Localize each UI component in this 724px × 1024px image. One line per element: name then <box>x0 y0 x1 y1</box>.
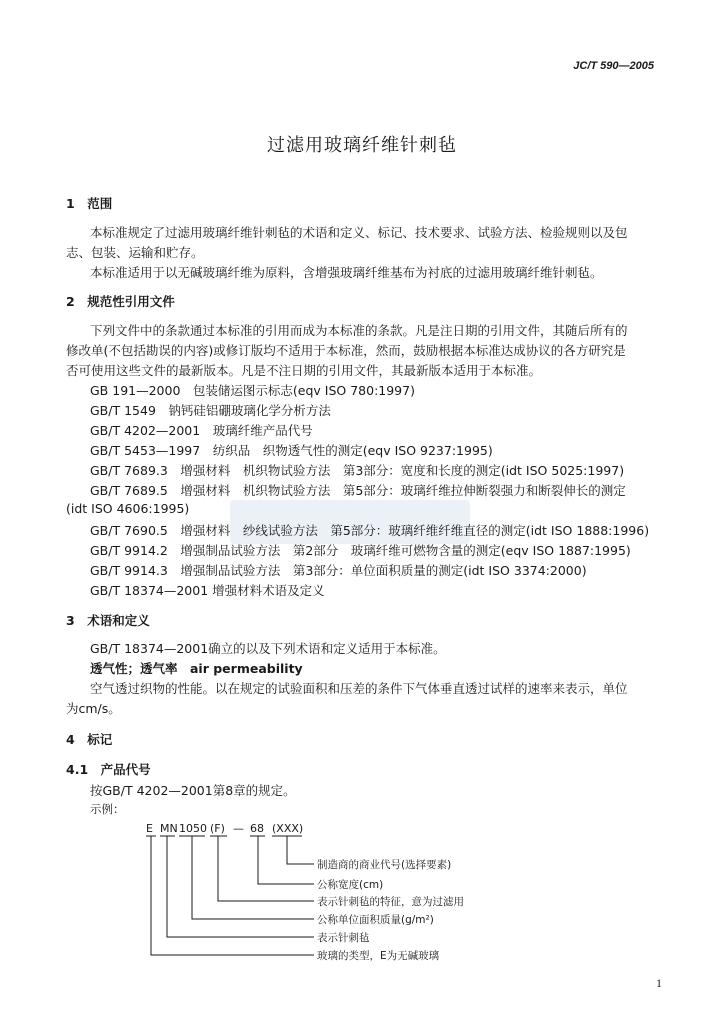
reference-item: GB/T 9914.2 增强制品试验方法 第2部分 玻璃纤维可燃物含量的测定(eqv ISO 1887:1995) <box>90 543 631 558</box>
section-2-line: 否可使用这些文件的最新版本。凡是不注日期的引用文件，其最新版本适用于本标准。 <box>66 363 542 378</box>
reference-item: GB/T 18374—2001 增强材料术语及定义 <box>90 583 325 598</box>
code-part-1050: 1050 <box>179 822 207 835</box>
code-part-dash: — <box>233 822 244 835</box>
reference-item: GB 191—2000 包装储运图示标志(eqv ISO 780:1997) <box>90 383 415 398</box>
reference-item: GB/T 9914.3 增强制品试验方法 第3部分：单位面积质量的测定(idt ISO 3374:2000) <box>90 563 587 578</box>
annotation-label: 表示针刺毡 <box>317 932 370 944</box>
section-2-heading: 2 规范性引用文件 <box>66 294 175 309</box>
term-definition-line: 为cm/s。 <box>66 701 121 716</box>
annotation-label: 公称单位面积质量(g/m²) <box>317 914 434 926</box>
term-heading: 透气性；透气率 air permeability <box>90 661 303 676</box>
reference-item: GB/T 5453—1997 纺织品 织物透气性的测定(eqv ISO 9237:1995) <box>90 443 493 458</box>
section-4-heading: 4 标记 <box>66 732 113 747</box>
section-3-heading: 3 术语和定义 <box>66 613 150 628</box>
code-part-mn: MN <box>160 822 178 835</box>
annotation-label: 公称宽度(cm) <box>317 879 384 891</box>
document-title: 过滤用玻璃纤维针刺毡 <box>267 135 457 156</box>
page-number: 1 <box>656 976 662 990</box>
standard-code: JC/T 590—2005 <box>573 60 654 72</box>
reference-item: (idt ISO 4606:1995) <box>66 501 190 516</box>
reference-item: GB/T 1549 钠钙硅铝硼玻璃化学分析方法 <box>90 403 331 418</box>
subsection-4-1-heading: 4.1 产品代号 <box>66 762 151 777</box>
section-2-line: 修改单(不包括勘误的内容)或修订版均不适用于本标准，然而，鼓励根据本标准达成协议的各方研究是 <box>66 343 626 358</box>
code-part-xxx: (XXX) <box>272 822 304 835</box>
reference-item: GB/T 4202—2001 玻璃纤维产品代号 <box>90 423 313 438</box>
section-1-line: 本标准规定了过滤用玻璃纤维针刺毡的术语和定义、标记、技术要求、试验方法、检验规则以及包 <box>90 225 628 240</box>
code-part-e: E <box>146 822 153 835</box>
reference-item: GB/T 7690.5 增强材料 纱线试验方法 第5部分：玻璃纤维纤维直径的测定(idt ISO 1888:1996) <box>90 523 650 538</box>
code-part-f: (F) <box>210 822 225 835</box>
term-definition-line: 空气透过织物的性能。以在规定的试验面积和压差的条件下气体垂直透过试样的速率来表示，单位 <box>90 681 628 696</box>
section-3-intro: GB/T 18374—2001确立的以及下列术语和定义适用于本标准。 <box>90 641 446 656</box>
section-1-line: 本标准适用于以无碱玻璃纤维为原料，含增强玻璃纤维基布为衬底的过滤用玻璃纤维针刺毡。 <box>90 265 603 280</box>
section-1-line: 志、包装、运输和贮存。 <box>66 245 204 260</box>
annotation-label: 玻璃的类型，E为无碱玻璃 <box>317 950 440 962</box>
reference-item: GB/T 7689.3 增强材料 机织物试验方法 第3部分：宽度和长度的测定(idt ISO 5025:1997) <box>90 463 625 478</box>
section-2-line: 下列文件中的条款通过本标准的引用而成为本标准的条款。凡是注日期的引用文件，其随后所有的 <box>90 323 628 338</box>
annotation-label: 制造商的商业代号(选择要素) <box>317 859 452 871</box>
code-part-68: 68 <box>250 822 264 835</box>
reference-item: GB/T 7689.5 增强材料 机织物试验方法 第5部分：玻璃纤维拉伸断裂强力和断裂伸长的测定 <box>90 483 626 498</box>
section-1-heading: 1 范围 <box>66 196 113 211</box>
example-label: 示例： <box>90 802 125 816</box>
annotation-label: 表示针刺毡的特征，意为过滤用 <box>317 896 464 908</box>
subsection-4-1-line: 按GB/T 4202—2001第8章的规定。 <box>90 783 296 798</box>
